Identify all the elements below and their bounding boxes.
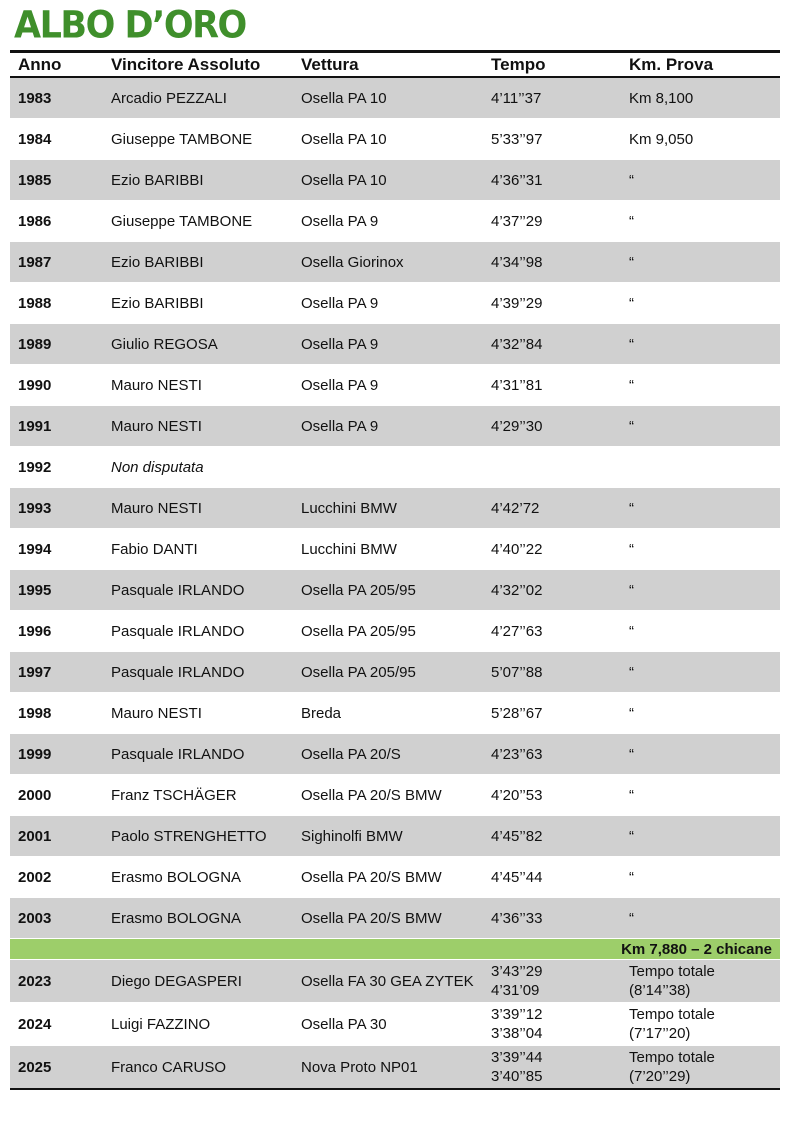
cell-anno: 2000 — [10, 775, 103, 816]
cell-vettura: Osella PA 30 — [293, 1003, 483, 1046]
table-row — [10, 324, 780, 365]
tempo-manche-2: 3’38’’04 — [491, 1025, 543, 1042]
cell-vincitore: Mauro NESTI — [103, 406, 293, 447]
title-underline — [10, 50, 780, 53]
cell-vincitore: Mauro NESTI — [103, 365, 293, 406]
table-row — [10, 283, 780, 324]
cell-tempo — [483, 960, 621, 1003]
cell-vincitore: Ezio BARIBBI — [103, 242, 293, 283]
cell-km-prova: “ — [621, 775, 780, 816]
cell-km-prova: “ — [621, 611, 780, 652]
cell-anno: 1988 — [10, 283, 103, 324]
cell-vettura: Osella PA 10 — [293, 77, 483, 119]
tempo-totale-label: Tempo totale — [629, 963, 715, 980]
cell-km-prova — [621, 1046, 780, 1090]
cell-vincitore: Pasquale IRLANDO — [103, 570, 293, 611]
cell-tempo — [483, 1046, 621, 1090]
cell-tempo: 4’36’’33 — [483, 898, 621, 939]
table-row — [10, 652, 780, 693]
cell-vincitore: Pasquale IRLANDO — [103, 652, 293, 693]
table-row — [10, 488, 780, 529]
table-row — [10, 201, 780, 242]
cell-vincitore: Ezio BARIBBI — [103, 283, 293, 324]
cell-vincitore: Giulio REGOSA — [103, 324, 293, 365]
cell-km-prova: “ — [621, 406, 780, 447]
cell-vincitore: Ezio BARIBBI — [103, 160, 293, 201]
table-row — [10, 406, 780, 447]
cell-vincitore: Arcadio PEZZALI — [103, 77, 293, 119]
cell-anno: 2024 — [10, 1003, 103, 1046]
cell-vettura: Osella PA 9 — [293, 365, 483, 406]
table-row — [10, 119, 780, 160]
cell-anno: 1993 — [10, 488, 103, 529]
cell-vettura: Osella PA 10 — [293, 160, 483, 201]
cell-tempo: 4’31’’81 — [483, 365, 621, 406]
cell-anno: 2023 — [10, 960, 103, 1003]
cell-km-prova: “ — [621, 324, 780, 365]
cell-km-prova: “ — [621, 734, 780, 775]
cell-anno: 1994 — [10, 529, 103, 570]
cell-vincitore: Giuseppe TAMBONE — [103, 119, 293, 160]
cell-anno: 1999 — [10, 734, 103, 775]
table-row — [10, 77, 780, 119]
cell-vettura: Sighinolfi BMW — [293, 816, 483, 857]
tempo-manche-1: 3’43’’29 — [491, 963, 543, 980]
cell-vincitore: Fabio DANTI — [103, 529, 293, 570]
cell-vettura: Osella PA 20/S BMW — [293, 775, 483, 816]
tempo-totale-value: (7’17’’20) — [629, 1025, 691, 1042]
cell-vettura: Osella FA 30 GEA ZYTEK — [293, 960, 483, 1003]
cell-vincitore: Paolo STRENGHETTO — [103, 816, 293, 857]
cell-vincitore: Luigi FAZZINO — [103, 1003, 293, 1046]
cell-km-prova: “ — [621, 242, 780, 283]
cell-tempo: 4’37’’29 — [483, 201, 621, 242]
cell-tempo: 4’45’’44 — [483, 857, 621, 898]
separator-label: Km 7,880 – 2 chicane — [10, 939, 780, 960]
cell-anno: 2002 — [10, 857, 103, 898]
cell-km-prova: “ — [621, 898, 780, 939]
cell-anno: 1989 — [10, 324, 103, 365]
cell-tempo: 4’36’’31 — [483, 160, 621, 201]
tempo-manche-2: 4’31’09 — [491, 982, 540, 999]
cell-km-prova: “ — [621, 160, 780, 201]
cell-tempo: 4’34’’98 — [483, 242, 621, 283]
cell-vettura: Osella PA 20/S BMW — [293, 898, 483, 939]
table-row — [10, 242, 780, 283]
cell-vettura: Osella PA 9 — [293, 201, 483, 242]
cell-vincitore: Giuseppe TAMBONE — [103, 201, 293, 242]
header-row — [10, 54, 780, 77]
cell-tempo: 5’33’’97 — [483, 119, 621, 160]
cell-anno: 2001 — [10, 816, 103, 857]
cell-tempo: 4’20’’53 — [483, 775, 621, 816]
cell-km-prova — [621, 960, 780, 1003]
cell-tempo: 4’40’’22 — [483, 529, 621, 570]
cell-vincitore: Non disputata — [103, 447, 293, 488]
cell-vincitore: Franco CARUSO — [103, 1046, 293, 1090]
cell-anno: 1997 — [10, 652, 103, 693]
cell-tempo: 4’11’’37 — [483, 77, 621, 119]
cell-vincitore: Pasquale IRLANDO — [103, 611, 293, 652]
cell-tempo: 5’07’’88 — [483, 652, 621, 693]
cell-km-prova: “ — [621, 488, 780, 529]
cell-km-prova: Km 9,050 — [621, 119, 780, 160]
cell-vettura: Breda — [293, 693, 483, 734]
cell-tempo: 4’42’72 — [483, 488, 621, 529]
header-anno: Anno — [10, 54, 103, 77]
results-table — [10, 54, 780, 1090]
cell-tempo: 4’32’’02 — [483, 570, 621, 611]
cell-tempo: 5’28’’67 — [483, 693, 621, 734]
cell-vincitore: Erasmo BOLOGNA — [103, 898, 293, 939]
cell-tempo: 4’45’’82 — [483, 816, 621, 857]
cell-anno: 1996 — [10, 611, 103, 652]
cell-km-prova: “ — [621, 652, 780, 693]
cell-km-prova: “ — [621, 283, 780, 324]
table-row — [10, 529, 780, 570]
table-row — [10, 816, 780, 857]
cell-anno: 2003 — [10, 898, 103, 939]
cell-tempo — [483, 447, 621, 488]
cell-anno: 1987 — [10, 242, 103, 283]
cell-vettura: Lucchini BMW — [293, 529, 483, 570]
table-row — [10, 1046, 780, 1090]
cell-km-prova — [621, 447, 780, 488]
cell-anno: 1992 — [10, 447, 103, 488]
cell-anno: 1991 — [10, 406, 103, 447]
header-tempo: Tempo — [483, 54, 621, 77]
cell-vincitore: Diego DEGASPERI — [103, 960, 293, 1003]
table-row — [10, 570, 780, 611]
table-row — [10, 1003, 780, 1046]
tempo-totale-value: (8’14’’38) — [629, 982, 691, 999]
cell-vincitore: Pasquale IRLANDO — [103, 734, 293, 775]
cell-vettura: Osella PA 20/S BMW — [293, 857, 483, 898]
tempo-manche-2: 3’40’’85 — [491, 1068, 543, 1085]
cell-tempo: 4’39’’29 — [483, 283, 621, 324]
cell-vincitore: Franz TSCHÄGER — [103, 775, 293, 816]
tempo-manche-1: 3’39’’12 — [491, 1006, 543, 1023]
tempo-manche-1: 3’39’’44 — [491, 1049, 543, 1066]
cell-vincitore: Mauro NESTI — [103, 693, 293, 734]
cell-anno: 1990 — [10, 365, 103, 406]
table-row — [10, 611, 780, 652]
cell-anno: 1995 — [10, 570, 103, 611]
cell-tempo: 4’27’’63 — [483, 611, 621, 652]
cell-km-prova: “ — [621, 570, 780, 611]
cell-km-prova: “ — [621, 529, 780, 570]
header-km-prova: Km. Prova — [621, 54, 780, 77]
cell-anno: 1984 — [10, 119, 103, 160]
section-separator — [10, 939, 780, 960]
tempo-totale-label: Tempo totale — [629, 1049, 715, 1066]
cell-vettura: Osella PA 20/S — [293, 734, 483, 775]
cell-tempo: 4’23’’63 — [483, 734, 621, 775]
cell-anno: 1998 — [10, 693, 103, 734]
table-row — [10, 734, 780, 775]
cell-vettura: Osella Giorinox — [293, 242, 483, 283]
tempo-totale-label: Tempo totale — [629, 1006, 715, 1023]
cell-vettura: Nova Proto NP01 — [293, 1046, 483, 1090]
table-row — [10, 160, 780, 201]
table-row — [10, 447, 780, 488]
cell-km-prova: “ — [621, 816, 780, 857]
cell-anno: 2025 — [10, 1046, 103, 1090]
cell-tempo — [483, 1003, 621, 1046]
cell-km-prova: “ — [621, 857, 780, 898]
cell-anno: 1986 — [10, 201, 103, 242]
cell-anno: 1983 — [10, 77, 103, 119]
header-vettura: Vettura — [293, 54, 483, 77]
cell-vettura — [293, 447, 483, 488]
cell-vettura: Osella PA 9 — [293, 406, 483, 447]
cell-vettura: Osella PA 9 — [293, 283, 483, 324]
tempo-totale-value: (7’20’’29) — [629, 1068, 691, 1085]
cell-km-prova: Km 8,100 — [621, 77, 780, 119]
cell-vettura: Osella PA 205/95 — [293, 652, 483, 693]
table-row — [10, 365, 780, 406]
header-vincitore: Vincitore Assoluto — [103, 54, 293, 77]
cell-vincitore: Erasmo BOLOGNA — [103, 857, 293, 898]
table-row — [10, 857, 780, 898]
table-row — [10, 960, 780, 1003]
table-row — [10, 775, 780, 816]
cell-tempo: 4’29’’30 — [483, 406, 621, 447]
cell-vettura: Osella PA 9 — [293, 324, 483, 365]
cell-vettura: Osella PA 205/95 — [293, 570, 483, 611]
cell-km-prova — [621, 1003, 780, 1046]
table-row — [10, 898, 780, 939]
cell-km-prova: “ — [621, 693, 780, 734]
cell-vettura: Osella PA 205/95 — [293, 611, 483, 652]
cell-anno: 1985 — [10, 160, 103, 201]
cell-tempo: 4’32’’84 — [483, 324, 621, 365]
cell-km-prova: “ — [621, 365, 780, 406]
cell-km-prova: “ — [621, 201, 780, 242]
cell-vettura: Lucchini BMW — [293, 488, 483, 529]
page-title: ALBO D’ORO — [14, 4, 246, 48]
table-row — [10, 693, 780, 734]
cell-vincitore: Mauro NESTI — [103, 488, 293, 529]
cell-vettura: Osella PA 10 — [293, 119, 483, 160]
